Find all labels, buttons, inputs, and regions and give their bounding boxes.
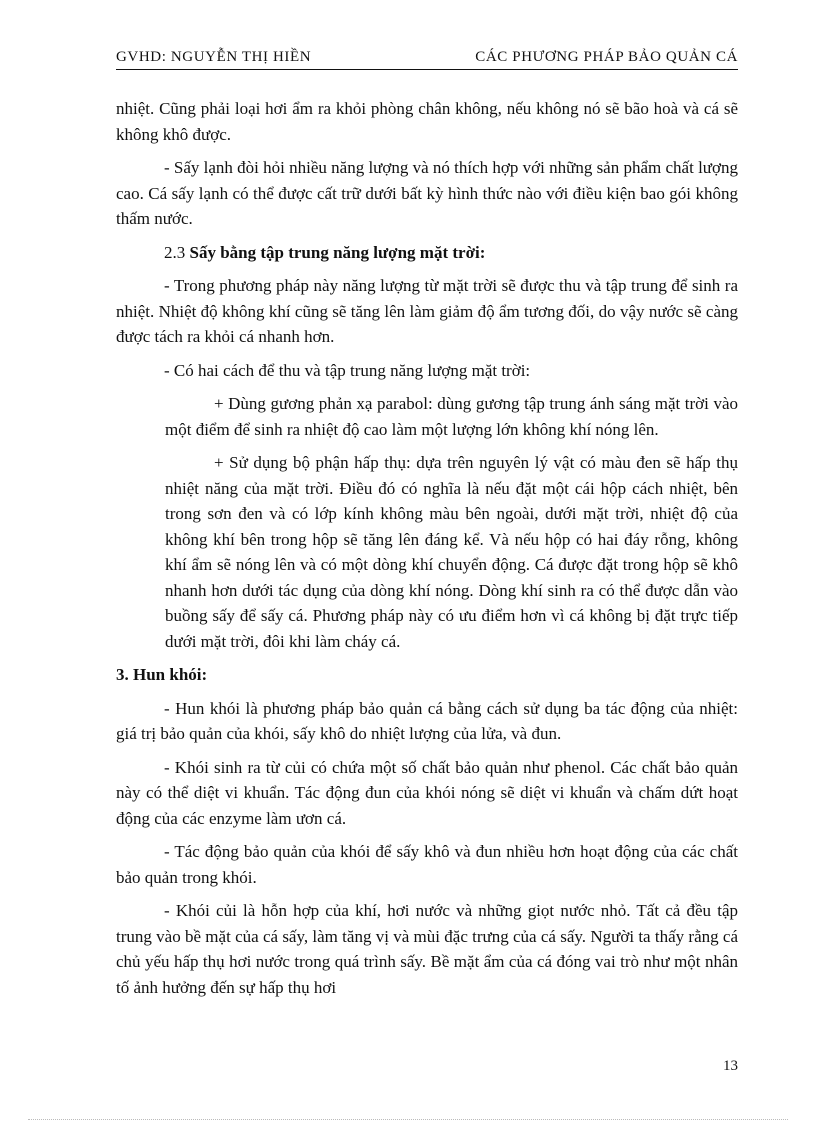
- paragraph-smoking-def: - Hun khói là phương pháp bảo quản cá bằng cách sử dụng ba tác động của nhiệt: giá trị bảo quản của khói, sấy khô do nhiệt lượng của lửa, và đun.: [116, 698, 738, 743]
- section-number: 2.3: [164, 242, 190, 262]
- paragraph-solar-intro: - Trong phương pháp này năng lượng từ mặt trời sẽ được thu và tập trung để sinh ra nhiệt. Nhiệt độ không khí cũng sẽ tăng lên làm giảm độ ẩm tương đối, do vậy nước sẽ càng được tách ra khỏi cá nhanh hơn.: [116, 276, 738, 346]
- page-header: [116, 49, 738, 69]
- header-divider: [116, 69, 738, 70]
- document-body: [116, 96, 738, 1008]
- section-heading-3: 3. Hun khói:: [116, 665, 208, 684]
- list-item-parabolic-mirror: + Dùng gương phản xạ parabol: dùng gương tập trung ánh sáng mặt trời vào một điểm để sinh ra nhiệt độ cao làm một lượng lớn không khí nóng lên.: [165, 394, 738, 439]
- section-heading-2-3: [116, 240, 738, 266]
- paragraph-wood-smoke: - Khói củi là hỗn hợp của khí, hơi nước và những giọt nước nhỏ. Tất cả đều tập trung vào bề mặt của cá sấy, làm tăng vị và mùi đặc trưng của cá sấy. Người ta thấy rằng cá chủ yếu hấp thụ hơi nước trong quá trình sấy. Bề mặt ẩm của cá đóng vai trò như một nhân tố ảnh hưởng đến sự hấp thụ hơi: [116, 901, 738, 997]
- paragraph-two-methods: - Có hai cách để thu và tập trung năng lượng mặt trời:: [164, 360, 531, 380]
- header-title: CÁC PHƯƠNG PHÁP BẢO QUẢN CÁ: [475, 49, 738, 65]
- list-item-absorber: + Sử dụng bộ phận hấp thụ: dựa trên nguyên lý vật có màu đen sẽ hấp thụ nhiệt năng của mặt trời. Điều đó có nghĩa là nếu đặt một cái hộp cách nhiệt, bên trong sơn đen và có lớp kính không màu bên ngoài, dưới mặt trời, nhiệt độ của không khí bên trong hộp sẽ tăng lên đáng kể. Và nếu hộp có hai đáy rỗng, không khí ẩm sẽ nóng lên và có một dòng khí chuyển động. Cá được đặt trong hộp sẽ khô nhanh hơn dưới tác dụng của dòng khí nóng. Dòng khí sinh ra có thể được dẫn vào buồng sấy để sấy cá. Phương pháp này có ưu điểm hơn vì cá không bị đặt trực tiếp dưới mặt trời, đôi khi làm cháy cá.: [165, 453, 738, 651]
- page-number: 13: [723, 1058, 738, 1074]
- paragraph-smoke-effect: - Tác động bảo quản của khói để sấy khô và đun nhiều hơn hoạt động của các chất bảo quản trong khói.: [116, 842, 738, 887]
- paragraph-continued: nhiệt. Cũng phải loại hơi ẩm ra khỏi phòng chân không, nếu không nó sẽ bão hoà và cá sẽ không khô được.: [116, 99, 738, 144]
- page-bottom-border: [28, 1119, 788, 1120]
- paragraph-freeze-drying: - Sấy lạnh đòi hỏi nhiều năng lượng và nó thích hợp với những sản phẩm chất lượng cao. Cá sấy lạnh có thể được cất trữ dưới bất kỳ hình thức nào với điều kiện bao gói không thấm nước.: [116, 158, 738, 228]
- section-title: Sấy bằng tập trung năng lượng mặt trời:: [189, 242, 486, 262]
- header-instructor: GVHD: NGUYỄN THỊ HIỀN: [116, 49, 312, 65]
- paragraph-smoke-preservatives: - Khói sinh ra từ củi có chứa một số chất bảo quản như phenol. Các chất bảo quản này có thể diệt vi khuẩn. Tác động đun của khói nóng sẽ diệt vi khuẩn và chấm dứt hoạt động của các enzyme làm ươn cá.: [116, 757, 738, 828]
